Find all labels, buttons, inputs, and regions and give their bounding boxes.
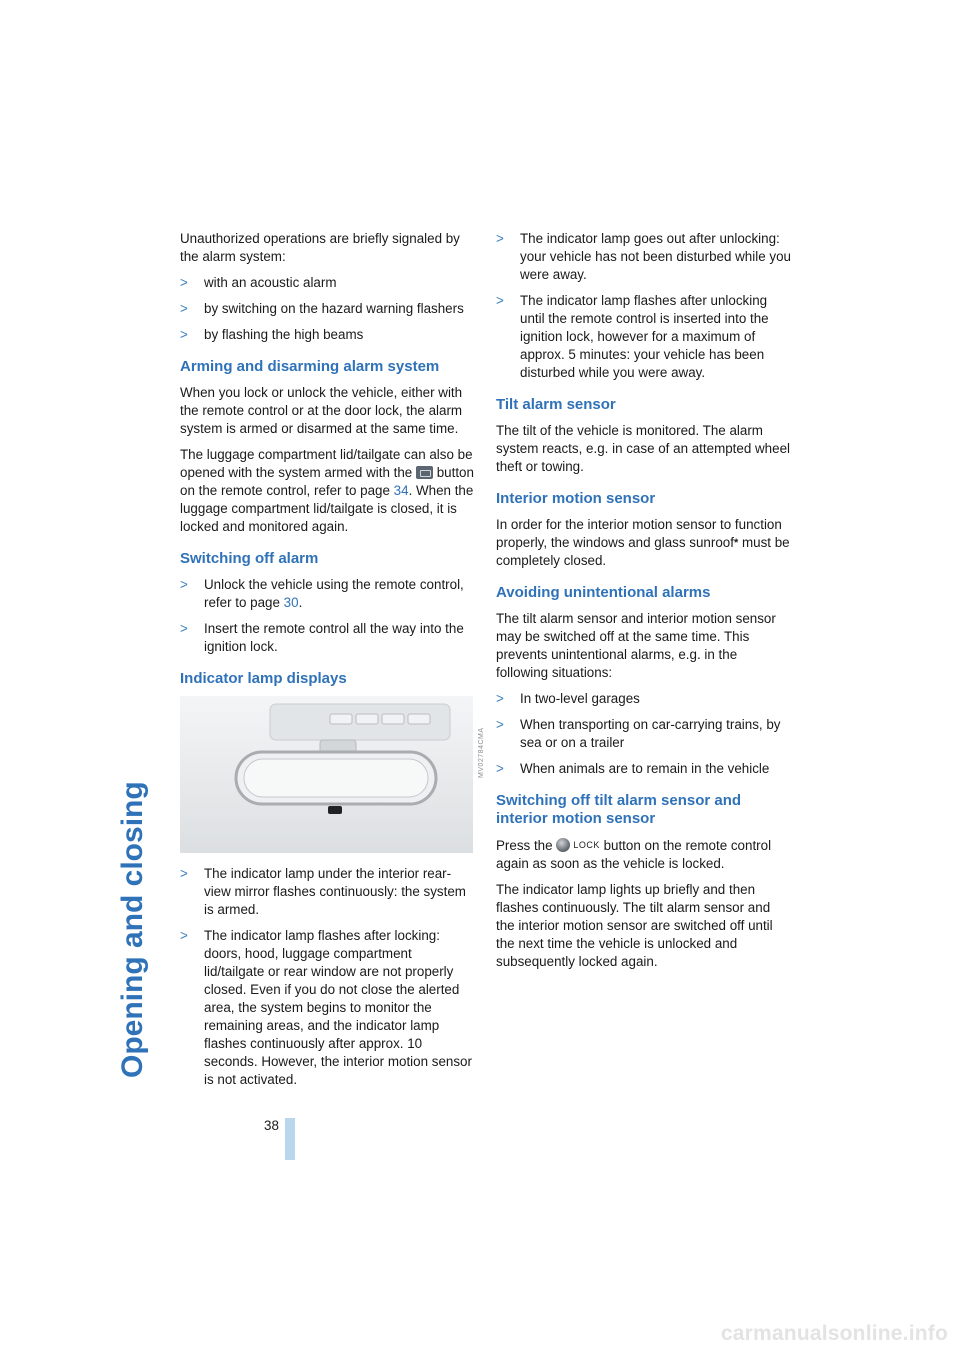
heading-interior: Interior motion sensor: [496, 490, 656, 507]
tilt-paragraph: The tilt of the vehicle is monitored. The alarm system reacts, e.g. in case of an attempted wheel theft or towing.: [496, 423, 790, 474]
rearview-mirror-image: [180, 696, 473, 853]
list-item: > Insert the remote control all the way into the ignition lock.: [180, 621, 464, 654]
optional-equipment-star: *: [733, 537, 739, 549]
list-item: > The indicator lamp under the interior rear-view mirror flashes continuously: the system is armed.: [180, 866, 466, 917]
page-link[interactable]: 34: [393, 483, 409, 498]
page-margin-bar: [285, 1118, 295, 1160]
list-item: > The indicator lamp goes out after unlocking: your vehicle has not been disturbed while you were away.: [496, 231, 791, 282]
final-paragraph: The indicator lamp lights up briefly and then flashes continuously. The tilt alarm sensor and the interior motion sensor are switched off until the next time the vehicle is unlocked and subsequently locked again.: [496, 882, 773, 969]
list-item: > When animals are to remain in the vehicle: [496, 761, 770, 776]
footer-watermark: carmanualsonline.info: [720, 1322, 948, 1345]
heading-switching-off: Switching off alarm: [180, 550, 319, 567]
heading-tilt: Tilt alarm sensor: [496, 396, 616, 413]
section-side-title: [88, 230, 152, 1078]
arming-paragraph-2: The luggage compartment lid/tailgate can also be opened with the system armed with the button on the remote control, refer to page 34. When the luggage compartment lid/tailgate is closed, it is locked and monitored again.: [180, 447, 474, 534]
list-item: > by switching on the hazard warning flashers: [180, 301, 464, 316]
list-item: > Unlock the vehicle using the remote control, refer to page 30.: [180, 577, 464, 610]
list-item: > by flashing the high beams: [180, 327, 364, 342]
column-left: [180, 230, 475, 1097]
avoid-paragraph: The tilt alarm sensor and interior motion sensor may be switched off at the same time. This prevents unintentional alarms, e.g. in the following situations:: [496, 611, 776, 680]
list-item: > The indicator lamp flashes after locking: doors, hood, luggage compartment lid/tailgate or rear window are not properly closed. Even if you do not close the alerted area, the system begins to monitor the remaining areas, and the indicator lamp flashes continuously after approx. 10 seconds. However, the interior motion sensor is not activated.: [180, 928, 472, 1087]
page-number: 38: [264, 1118, 279, 1133]
press-paragraph: Press the LOCK button on the remote control again as soon as the vehicle is locked.: [496, 838, 772, 871]
list-item: > In two-level garages: [496, 691, 640, 706]
figure-code: MV02784CMA: [478, 727, 485, 778]
heading-arming: Arming and disarming alarm system: [180, 358, 440, 375]
heading-indicator: Indicator lamp displays: [180, 670, 347, 687]
side-title-text: Opening and closing: [116, 781, 149, 1078]
page-link[interactable]: 30: [283, 595, 299, 610]
lock-button-icon: LOCK: [556, 836, 600, 854]
list-item: > with an acoustic alarm: [180, 275, 337, 290]
heading-avoid: Avoiding unintentional alarms: [496, 584, 711, 601]
list-item: > The indicator lamp flashes after unlocking until the remote control is inserted into the ignition lock, however for a maximum of approx. 5 minutes: your vehicle has been disturbed while you were away.: [496, 293, 769, 380]
list-item: > When transporting on car-carrying trains, by sea or on a trailer: [496, 717, 781, 750]
trunk-button-icon: [416, 466, 433, 479]
arming-paragraph: When you lock or unlock the vehicle, either with the remote control or at the door lock, the alarm system is armed or disarmed at the same time.: [180, 385, 463, 436]
interior-paragraph: In order for the interior motion sensor to function properly, the windows and glass sunroof* must be completely closed.: [496, 517, 790, 568]
column-right: [496, 230, 792, 979]
heading-switch-off-sensors: Switching off tilt alarm sensor and interior motion sensor: [496, 792, 742, 827]
intro-paragraph: Unauthorized operations are briefly signaled by the alarm system:: [180, 231, 460, 264]
